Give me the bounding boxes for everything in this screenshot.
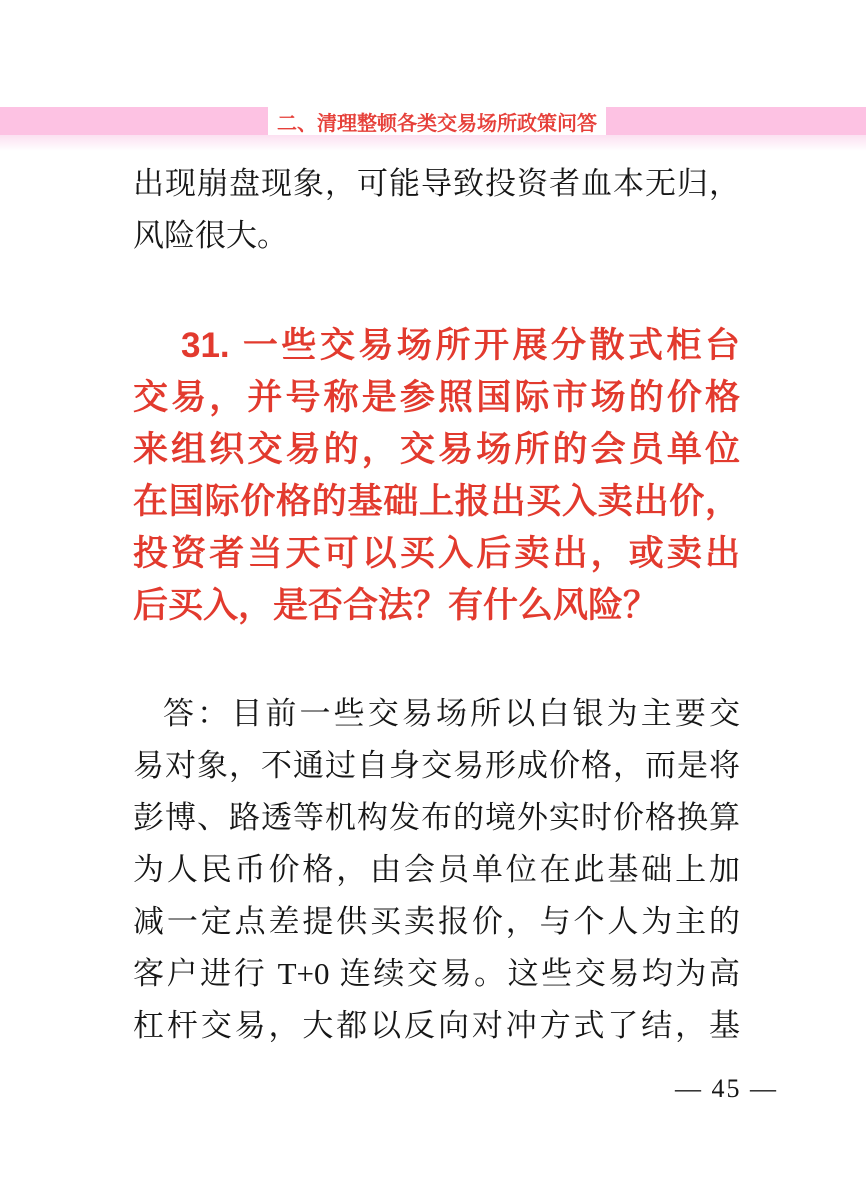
text-line: 来组织交易的，交易场所的会员单位: [133, 430, 740, 469]
header-fade-strip: [0, 135, 866, 151]
answer-paragraph: [133, 688, 740, 1052]
text-line: 易对象，不通过自身交易形成价格，而是将: [133, 748, 740, 783]
paragraph-continuation: [133, 158, 740, 262]
text-line: 答：目前一些交易场所以白银为主要交: [163, 696, 740, 731]
header-bar-right: [606, 107, 866, 135]
header-bar-left: [0, 107, 268, 135]
text-line: 投资者当天可以买入后卖出，或卖出: [133, 534, 740, 573]
question-31: [133, 320, 740, 632]
text-line: 客户进行 T+0 连续交易。这些交易均为高: [133, 956, 740, 991]
text-line: 为人民币价格，由会员单位在此基础上加: [133, 852, 740, 887]
text-line: 减一定点差提供买卖报价，与个人为主的: [133, 904, 740, 939]
text-line: 在国际价格的基础上报出买入卖出价，: [133, 482, 740, 521]
text-line: 风险很大。: [133, 218, 288, 253]
text-line: 出现崩盘现象，可能导致投资者血本无归，: [133, 166, 740, 201]
running-head: [0, 107, 866, 135]
page-footer: [675, 1074, 778, 1104]
text-line: 交易，并号称是参照国际市场的价格: [133, 378, 740, 417]
text-line: 杠杆交易，大都以反向对冲方式了结，基: [133, 1008, 740, 1043]
text-line: 31. 一些交易场所开展分散式柜台: [181, 326, 740, 365]
header-title: 二、清理整顿各类交易场所政策问答: [277, 112, 597, 135]
text-line: 彭博、路透等机构发布的境外实时价格换算: [133, 800, 740, 835]
text-line: 后买入，是否合法？有什么风险？: [133, 586, 659, 625]
page-number: — 45 —: [675, 1074, 778, 1103]
